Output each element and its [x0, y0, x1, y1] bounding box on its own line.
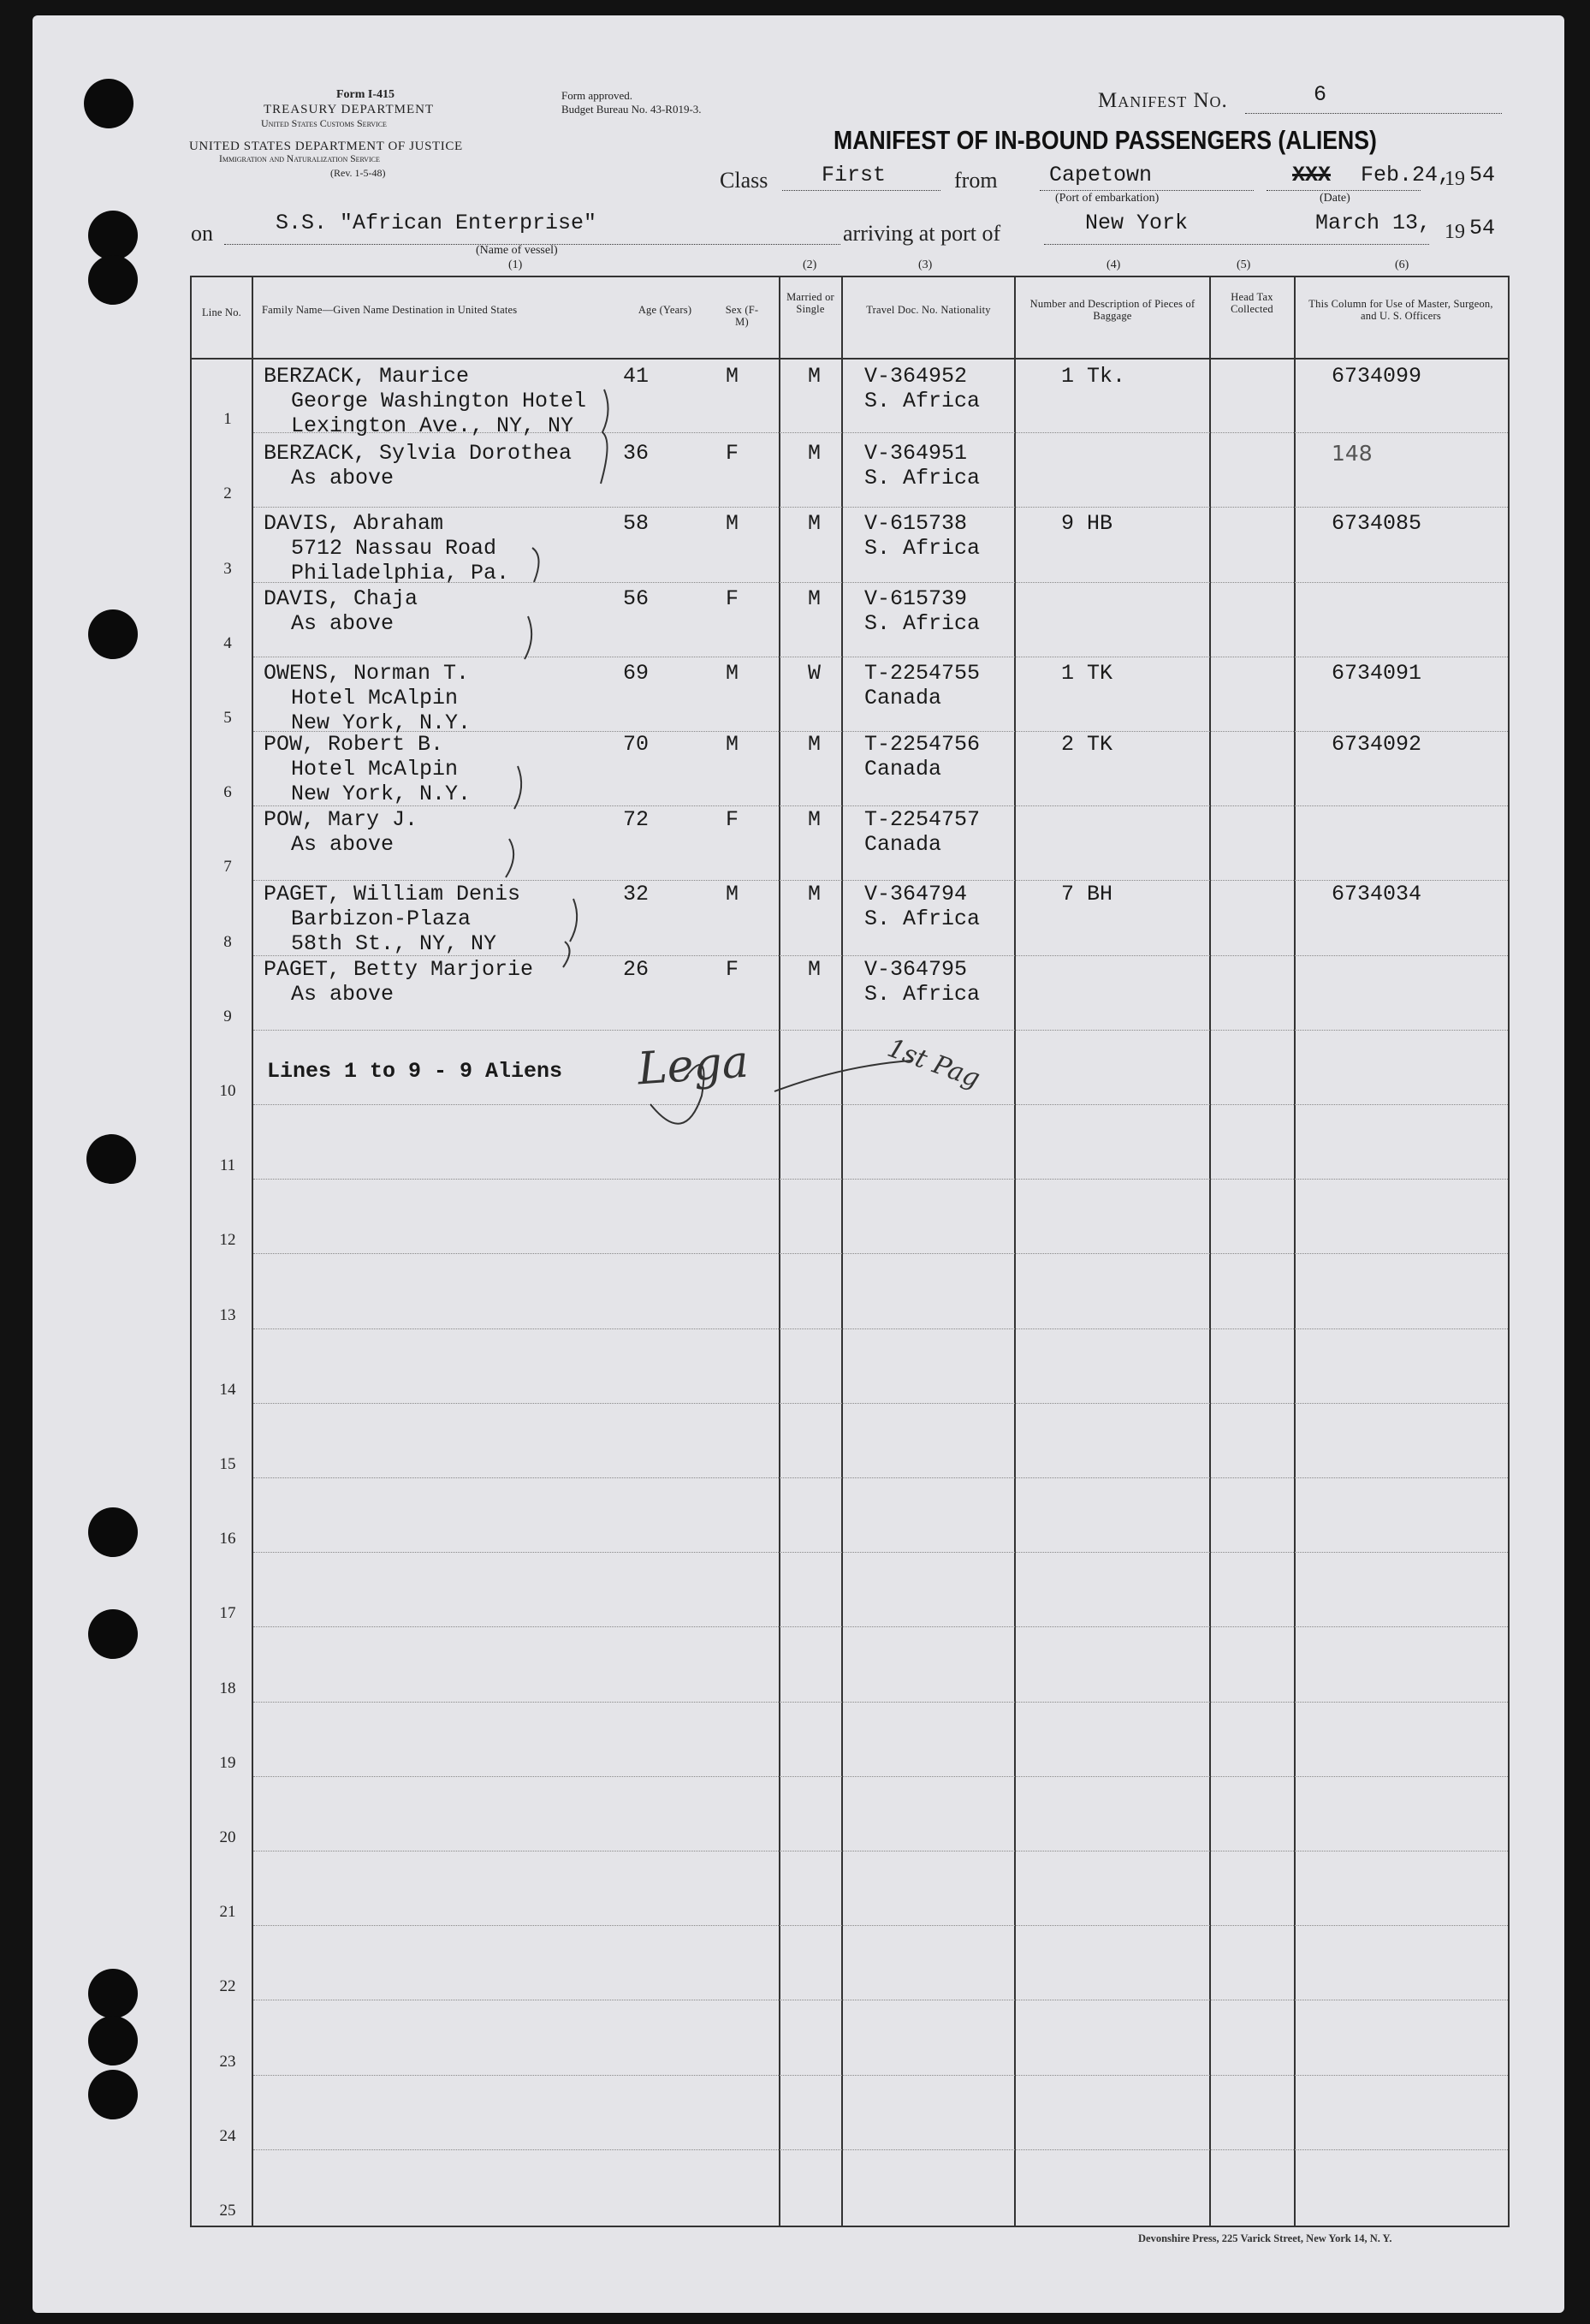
manifest-no-value: 6	[1314, 82, 1327, 107]
passenger-officer: 6734092	[1332, 732, 1422, 757]
passenger-nat: S. Africa	[864, 466, 981, 490]
passenger-dest2: New York, N.Y.	[291, 782, 472, 806]
passenger-sex: M	[726, 364, 739, 389]
passenger-marital: M	[808, 807, 822, 832]
signature-loop	[650, 1065, 704, 1124]
passenger-marital: M	[808, 882, 822, 906]
passenger-dest1: As above	[291, 466, 395, 490]
line-number: 17	[219, 1604, 236, 1623]
passenger-dest1: George Washington Hotel	[291, 389, 587, 413]
passenger-nat: Canada	[864, 757, 942, 782]
col-header-sex: Sex (F-M)	[725, 304, 759, 328]
col-header-name: Family Name—Given Name Destination in United States	[262, 304, 518, 316]
passenger-dest1: Hotel McAlpin	[291, 757, 459, 782]
class-label: Class	[720, 168, 768, 193]
line-number: 25	[219, 2202, 236, 2220]
passenger-doc: T-2254757	[864, 807, 981, 832]
line-number: 9	[223, 1007, 232, 1025]
agency-customs: United States Customs Service	[261, 117, 387, 129]
passenger-marital: M	[808, 441, 822, 466]
line-number: 16	[219, 1530, 236, 1548]
class-value: First	[822, 163, 887, 187]
passenger-age: 72	[623, 807, 650, 832]
passenger-dest2: Philadelphia, Pa.	[291, 561, 510, 585]
bracket-mark	[570, 899, 577, 942]
passenger-bag: 2 TK	[1061, 732, 1113, 757]
line-number: 8	[223, 932, 232, 951]
line-number: 22	[219, 1977, 236, 1996]
passenger-name: BERZACK, Maurice	[264, 364, 470, 389]
passenger-nat: Canada	[864, 832, 942, 857]
arrival-date: March 13,	[1315, 211, 1432, 235]
passenger-name: PAGET, William Denis	[264, 882, 521, 906]
line-number: 23	[219, 2052, 236, 2071]
col-header-married: Married or Single	[786, 291, 834, 315]
passenger-bag: 1 Tk.	[1061, 364, 1126, 389]
passenger-bag: 7 BH	[1061, 882, 1113, 906]
col-header-age: Age (Years)	[638, 304, 692, 316]
passenger-doc: V-615739	[864, 586, 968, 611]
line-number: 6	[223, 783, 232, 802]
line-number: 4	[223, 633, 232, 652]
passenger-name: PAGET, Betty Marjorie	[264, 957, 534, 982]
passenger-sex: F	[726, 957, 739, 982]
arrival-year: 54	[1469, 216, 1496, 241]
from-label: from	[954, 168, 998, 193]
passenger-sex: F	[726, 807, 739, 832]
agency-justice: UNITED STATES DEPARTMENT OF JUSTICE	[189, 140, 463, 153]
passenger-age: 58	[623, 511, 650, 536]
passenger-age: 69	[623, 661, 650, 686]
passenger-marital: M	[808, 732, 822, 757]
line-number: 13	[219, 1305, 236, 1324]
passenger-doc: T-2254756	[864, 732, 981, 757]
bracket-mark	[506, 839, 513, 877]
col-header-line: Line No.	[201, 306, 242, 318]
col-header-travel: Travel Doc. No. Nationality	[866, 304, 991, 316]
passenger-dest1: Hotel McAlpin	[291, 686, 459, 710]
passenger-age: 26	[623, 957, 650, 982]
from-value: Capetown	[1049, 163, 1153, 187]
passenger-officer: 6734091	[1332, 661, 1422, 686]
col-header-officers: This Column for Use of Master, Surgeon, and U. S. Officers	[1308, 298, 1493, 322]
passenger-officer: 6734099	[1332, 364, 1422, 389]
col-num-baggage: (4)	[1106, 259, 1121, 271]
passenger-dest1: 5712 Nassau Road	[291, 536, 497, 561]
passenger-age: 56	[623, 586, 650, 611]
passenger-officer: 148	[1332, 441, 1373, 466]
passenger-bag: 1 TK	[1061, 661, 1113, 686]
line-number: 1	[223, 410, 232, 429]
arrival-year-prefix: 19	[1445, 221, 1465, 243]
line-number: 24	[219, 2126, 236, 2145]
form-number: Form I-415	[336, 88, 395, 101]
passenger-nat: S. Africa	[864, 389, 981, 413]
vessel-name: S.S. "African Enterprise"	[276, 211, 597, 235]
passenger-sex: M	[726, 661, 739, 686]
col-num-married: (2)	[803, 259, 817, 271]
line-number: 21	[219, 1903, 236, 1922]
summary-line: Lines 1 to 9 - 9 Aliens	[267, 1059, 563, 1084]
passenger-marital: M	[808, 364, 822, 389]
budget-bureau: Budget Bureau No. 43-R019-3.	[561, 103, 702, 116]
bracket-mark	[514, 766, 521, 809]
line-number: 14	[219, 1380, 236, 1399]
line-number: 19	[219, 1753, 236, 1772]
col-header-headtax: Head Tax Collected	[1231, 291, 1273, 315]
passenger-doc: V-364794	[864, 882, 968, 906]
printer-footer: Devonshire Press, 225 Varick Street, New York 14, N. Y.	[1138, 2232, 1392, 2244]
passenger-marital: M	[808, 586, 822, 611]
passenger-sex: M	[726, 511, 739, 536]
passenger-age: 70	[623, 732, 650, 757]
passenger-dest1: As above	[291, 982, 395, 1007]
passenger-doc: V-364795	[864, 957, 968, 982]
col-num-headtax: (5)	[1237, 259, 1251, 271]
passenger-officer: 6734085	[1332, 511, 1422, 536]
col-num-travel: (3)	[918, 259, 933, 271]
passenger-officer: 6734034	[1332, 882, 1422, 906]
passenger-dest1: Barbizon-Plaza	[291, 906, 472, 931]
col-num-officers: (6)	[1395, 259, 1409, 271]
manifest-title: MANIFEST OF IN-BOUND PASSENGERS (ALIENS)	[834, 125, 1377, 155]
passenger-name: OWENS, Norman T.	[264, 661, 470, 686]
line-number: 20	[219, 1828, 236, 1846]
passenger-dest2: New York, N.Y.	[291, 710, 472, 735]
embarkation-caption: (Port of embarkation)	[1055, 192, 1160, 205]
passenger-nat: Canada	[864, 686, 942, 710]
date-caption: (Date)	[1320, 192, 1350, 205]
passenger-name: POW, Robert B.	[264, 732, 444, 757]
embark-date: Feb.24,	[1361, 163, 1451, 187]
revision: (Rev. 1-5-48)	[330, 167, 386, 179]
line-number: 10	[219, 1082, 236, 1100]
passenger-marital: M	[808, 511, 822, 536]
bracket-mark	[601, 389, 608, 484]
on-label: on	[191, 221, 213, 246]
form-approved: Form approved.	[561, 89, 633, 102]
agency-ins: Immigration and Naturalization Service	[219, 154, 380, 164]
line-number: 7	[223, 858, 232, 877]
vessel-col-num: (1)	[508, 259, 523, 271]
line-number: 5	[223, 709, 232, 727]
passenger-name: BERZACK, Sylvia Dorothea	[264, 441, 573, 466]
year-prefix: 19	[1445, 168, 1465, 190]
passenger-sex: M	[726, 732, 739, 757]
vessel-caption: (Name of vessel)	[476, 244, 558, 257]
line-number: 12	[219, 1231, 236, 1250]
passenger-nat: S. Africa	[864, 536, 981, 561]
passenger-dest1: As above	[291, 832, 395, 857]
passenger-bag: 9 HB	[1061, 511, 1113, 536]
signature-flourish	[774, 1061, 911, 1091]
passenger-age: 36	[623, 441, 650, 466]
arrival-port: New York	[1085, 211, 1189, 235]
signature-note: 1st Pag	[883, 1032, 984, 1095]
passenger-sex: F	[726, 441, 739, 466]
passenger-age: 32	[623, 882, 650, 906]
bracket-mark	[525, 616, 531, 659]
line-number: 3	[223, 559, 232, 578]
passenger-name: POW, Mary J.	[264, 807, 418, 832]
line-number: 2	[223, 484, 232, 503]
passenger-doc: T-2254755	[864, 661, 981, 686]
line-number: 11	[219, 1156, 236, 1175]
bracket-mark	[532, 548, 539, 582]
line-number: 18	[219, 1679, 236, 1697]
passenger-dest1: As above	[291, 611, 395, 636]
passenger-nat: S. Africa	[864, 982, 981, 1007]
passenger-doc: V-615738	[864, 511, 968, 536]
manifest-no-label: Manifest No.	[1098, 89, 1228, 112]
arriving-label: arriving at port of	[843, 221, 1001, 246]
passenger-sex: M	[726, 882, 739, 906]
passenger-name: DAVIS, Chaja	[264, 586, 418, 611]
passenger-marital: M	[808, 957, 822, 982]
agency-treasury: TREASURY DEPARTMENT	[264, 103, 435, 116]
passenger-nat: S. Africa	[864, 611, 981, 636]
passenger-doc: V-364951	[864, 441, 968, 466]
passenger-dest2: Lexington Ave., NY, NY	[291, 413, 574, 438]
col-header-baggage: Number and Description of Pieces of Baggage	[1029, 298, 1195, 322]
inspector-signature: Lega	[636, 1036, 751, 1096]
passenger-age: 41	[623, 364, 650, 389]
passenger-name: DAVIS, Abraham	[264, 511, 444, 536]
passenger-doc: V-364952	[864, 364, 968, 389]
bracket-mark	[563, 942, 570, 967]
year-value: 54	[1469, 163, 1496, 187]
line-number: 15	[219, 1455, 236, 1473]
passenger-marital: W	[808, 661, 822, 686]
struck-text: XXX	[1292, 163, 1332, 187]
passenger-dest2: 58th St., NY, NY	[291, 931, 497, 956]
passenger-sex: F	[726, 586, 739, 611]
passenger-nat: S. Africa	[864, 906, 981, 931]
